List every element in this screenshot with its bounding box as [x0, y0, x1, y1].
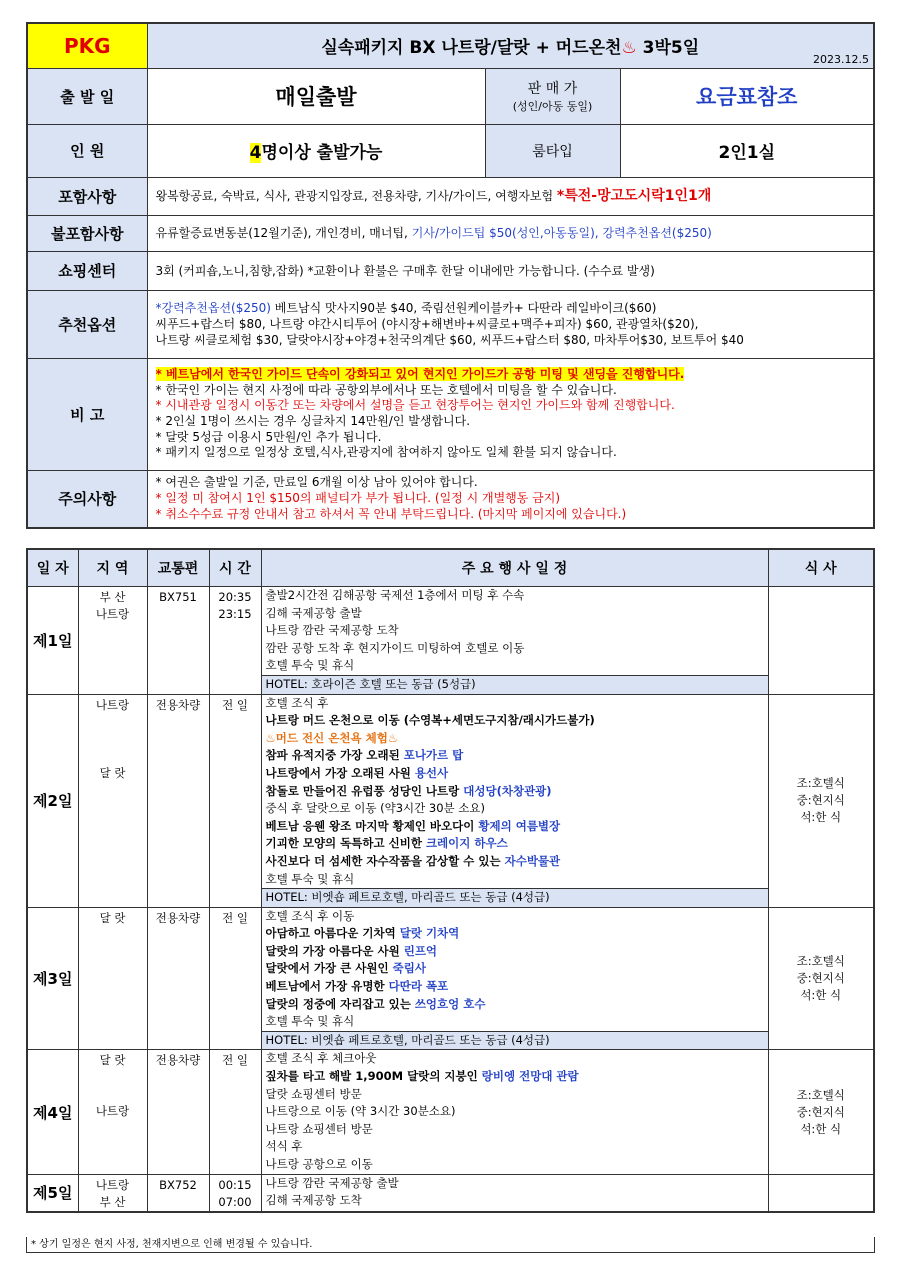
itinerary-table — [26, 548, 875, 1213]
remarks-list: * 베트남에서 한국인 가이드 단속이 강화되고 있어 현지인 가이드가 공항 미팅 및 샌딩을 진행합니다. * 한국인 가이는 현지 사정에 따라 공항외부에서나 또는 호텔에서 미팅을 할 수 있습니다. * 시내관광 일정시 이동간 또는 차량에서 설명을 듣고 현장투어는 현지인 가이드와 함께 진행합니다. * 2인실 1명이 쓰시는 경우 싱글차지 14만원/인 발생합니다. * 달랏 5성급 이용시 5만원/인 추가 됩니다. * 패키지 일정으로 일정상 호텔,식사,관광지에 참여하지 않아도 일체 환불 되지 않습니다. — [147, 358, 874, 470]
special-offer: *특전-망고도시락1인1개 — [556, 188, 712, 204]
options-value: *강력추천옵션($250) 베트남식 맛사지90분 $40, 죽림선원케이블카+ 다딴라 레일바이크($60) 씨푸드+랍스터 $80, 나트랑 야간시티투어 (야시장+해변바+씨클로+맥주+피자) $60, 관광열차($20), 나트랑 씨클로체험 $30, 달랏야시장+야경+천국의계단 $60, 씨푸드+랍스터 $80, 마차투어$30, 보트투어 $40 — [147, 290, 874, 358]
header-schedule: 주 요 행 사 일 정 — [261, 549, 768, 587]
region: 달 랏 — [78, 907, 147, 1050]
day-label: 제3일 — [27, 907, 78, 1050]
excluded-label: 불포함사항 — [27, 215, 147, 251]
transport: 전용차량 — [147, 694, 209, 907]
schedule-item: 달랏의 정중에 자리잡고 있는 쓰엉흐엉 호수 — [265, 996, 486, 1011]
schedule-item: 깜란 공항 도착 후 현지가이드 미팅하여 호텔로 이동 — [265, 640, 525, 655]
schedule-item: 나트랑으로 이동 (약 3시간 30분소요) — [265, 1104, 456, 1119]
hotel-info: HOTEL: 비엣숍 페트로호텔, 마리골드 또는 동급 (4성급) — [262, 888, 768, 907]
schedule-items — [261, 1050, 768, 1174]
transport: 전용차량 — [147, 1050, 209, 1174]
people-label: 인 원 — [27, 124, 147, 177]
header-transport: 교통편 — [147, 549, 209, 587]
itinerary-row — [27, 907, 874, 1050]
included-value: 왕복항공료, 숙박료, 식사, 관광지입장료, 전용차량, 기사/가이드, 여행자보험 *특전-망고도시락1인1개 — [147, 177, 874, 215]
schedule-item: 호텔 투숙 및 휴식 — [265, 658, 355, 673]
meals: 조:호텔식 중:현지식 석:한 식 — [768, 907, 874, 1050]
transport: 전용차량 — [147, 907, 209, 1050]
departure-value: 매일출발 — [147, 68, 485, 124]
day-label: 제2일 — [27, 694, 78, 907]
schedule-item: 나트랑 깜란 국제공항 도착 — [265, 623, 399, 638]
schedule-item: 중식 후 달랏으로 이동 (약3시간 30분 소요) — [265, 801, 485, 816]
transport: BX752 — [147, 1174, 209, 1212]
schedule-item: 출발2시간전 김해공항 국제선 1층에서 미팅 후 수속 — [265, 588, 525, 602]
issue-date: 2023.12.5 — [813, 52, 869, 66]
room-value: 2인1실 — [620, 124, 874, 177]
schedule-item: 참돌로 만들어진 유럽풍 성당인 나트랑 대성당(차창관광) — [265, 783, 552, 798]
excluded-value: 유류할증료변동분(12월기준), 개인경비, 매너팁, 기사/가이드팁 $50(성인,아동동일), 강력추천옵션($250) — [147, 215, 874, 251]
schedule-item: 호텔 조식 후 이동 — [265, 908, 355, 923]
included-label: 포함사항 — [27, 177, 147, 215]
schedule-item: 김해 국제공항 출발 — [265, 605, 362, 620]
header-meals: 식 사 — [768, 549, 874, 587]
schedule-item: 베트남 응웬 왕조 마지막 황제인 바오다이 황제의 여름별장 — [265, 818, 561, 833]
caution-list: * 여권은 출발일 기준, 만료일 6개월 이상 남아 있어야 합니다. * 일정 미 참여시 1인 $150의 패널티가 부가 됩니다. (일정 시 개별행동 금지) * 취소수수료 규정 안내서 참고 하셔서 꼭 안내 부탁드립니다. (마지막 페이지에 있습니다.) — [147, 470, 874, 528]
schedule-item: 나트랑에서 가장 오래된 사원 용선사 — [265, 765, 449, 780]
caution-label: 주의사항 — [27, 470, 147, 528]
schedule-item: 호텔 조식 후 — [265, 695, 329, 710]
schedule-item: 나트랑 머드 온천으로 이동 (수영복+세면도구지참/래시가드불가) — [265, 713, 595, 728]
package-info-table — [26, 22, 875, 529]
package-title: 실속패키지 BX 나트랑/달랏 + 머드온천♨ 3박5일 2023.12.5 — [147, 23, 874, 68]
schedule-item: ♨머드 전신 온천욕 체험♨ — [265, 730, 399, 745]
itinerary-row — [27, 1174, 874, 1212]
schedule-items — [261, 587, 768, 695]
schedule-item: 호텔 조식 후 체크아웃 — [265, 1051, 377, 1066]
schedule-item: 나트랑 쇼핑센터 방문 — [265, 1121, 373, 1136]
region: 나트랑 달 랏 — [78, 694, 147, 907]
meals — [768, 587, 874, 695]
schedule-items — [261, 694, 768, 907]
time: 20:35 23:15 — [209, 587, 261, 695]
region: 부 산 나트랑 — [78, 587, 147, 695]
remarks-label: 비 고 — [27, 358, 147, 470]
meals: 조:호텔식 중:현지식 석:한 식 — [768, 1050, 874, 1174]
schedule-item: 호텔 투숙 및 휴식 — [265, 1014, 355, 1029]
people-value: 4명이상 출발가능 — [147, 124, 485, 177]
footnote: * 상기 일정은 현지 사정, 천재지변으로 인해 변경될 수 있습니다. — [26, 1237, 875, 1253]
time: 전 일 — [209, 1050, 261, 1174]
room-label: 룸타입 — [485, 124, 620, 177]
price-value: 요금표참조 — [620, 68, 874, 124]
header-time: 시 간 — [209, 549, 261, 587]
options-label: 추천옵션 — [27, 290, 147, 358]
itinerary-row — [27, 694, 874, 907]
schedule-item: 김해 국제공항 도착 — [265, 1193, 362, 1208]
shopping-label: 쇼핑센터 — [27, 251, 147, 290]
schedule-item: 짚차를 타고 해발 1,900M 달랏의 지붕인 랑비엥 전망대 관람 — [265, 1069, 579, 1084]
schedule-item: 참파 유적지중 가장 오래된 포나가르 탑 — [265, 748, 464, 763]
schedule-item: 기괴한 모양의 독특하고 신비한 크레이지 하우스 — [265, 836, 508, 851]
time: 전 일 — [209, 694, 261, 907]
day-label: 제5일 — [27, 1174, 78, 1212]
schedule-item: 호텔 투숙 및 휴식 — [265, 871, 355, 886]
itinerary-row — [27, 587, 874, 695]
schedule-item: 사진보다 더 섬세한 자수작품을 감상할 수 있는 자수박물관 — [265, 853, 561, 868]
schedule-item: 베트남에서 가장 유명한 다딴라 폭포 — [265, 979, 449, 994]
departure-label: 출 발 일 — [27, 68, 147, 124]
hotspring-icon: ♨ — [621, 38, 637, 59]
transport: BX751 — [147, 587, 209, 695]
schedule-item: 석식 후 — [265, 1139, 303, 1154]
time: 00:15 07:00 — [209, 1174, 261, 1212]
day-label: 제4일 — [27, 1050, 78, 1174]
pkg-badge: PKG — [27, 23, 147, 68]
schedule-items — [261, 1174, 768, 1212]
schedule-items — [261, 907, 768, 1050]
schedule-item: 달랏의 가장 아름다운 사원 린프억 — [265, 943, 438, 958]
meals — [768, 1174, 874, 1212]
region: 나트랑 부 산 — [78, 1174, 147, 1212]
day-label: 제1일 — [27, 587, 78, 695]
header-day: 일 자 — [27, 549, 78, 587]
price-label: 판 매 가 (성인/아동 동일) — [485, 68, 620, 124]
schedule-item: 나트랑 깜란 국제공항 출발 — [265, 1175, 399, 1190]
schedule-item: 달랏 쇼핑센터 방문 — [265, 1086, 362, 1101]
itinerary-row — [27, 1050, 874, 1174]
time: 전 일 — [209, 907, 261, 1050]
schedule-item: 아담하고 아름다운 기차역 달랏 기차역 — [265, 926, 460, 941]
schedule-item: 나트랑 공항으로 이동 — [265, 1157, 373, 1171]
meals: 조:호텔식 중:현지식 석:한 식 — [768, 694, 874, 907]
schedule-item: 달랏에서 가장 큰 사원인 죽림사 — [265, 961, 426, 976]
header-region: 지 역 — [78, 549, 147, 587]
shopping-value: 3회 (커피숍,노니,침향,잡화) *교환이나 환불은 구매후 한달 이내에만 가능합니다. (수수료 발생) — [147, 251, 874, 290]
region: 달 랏 나트랑 — [78, 1050, 147, 1174]
hotel-info: HOTEL: 호라이즌 호텔 또는 동급 (5성급) — [262, 675, 768, 694]
hotel-info: HOTEL: 비엣숍 페트로호텔, 마리골드 또는 동급 (4성급) — [262, 1031, 768, 1050]
